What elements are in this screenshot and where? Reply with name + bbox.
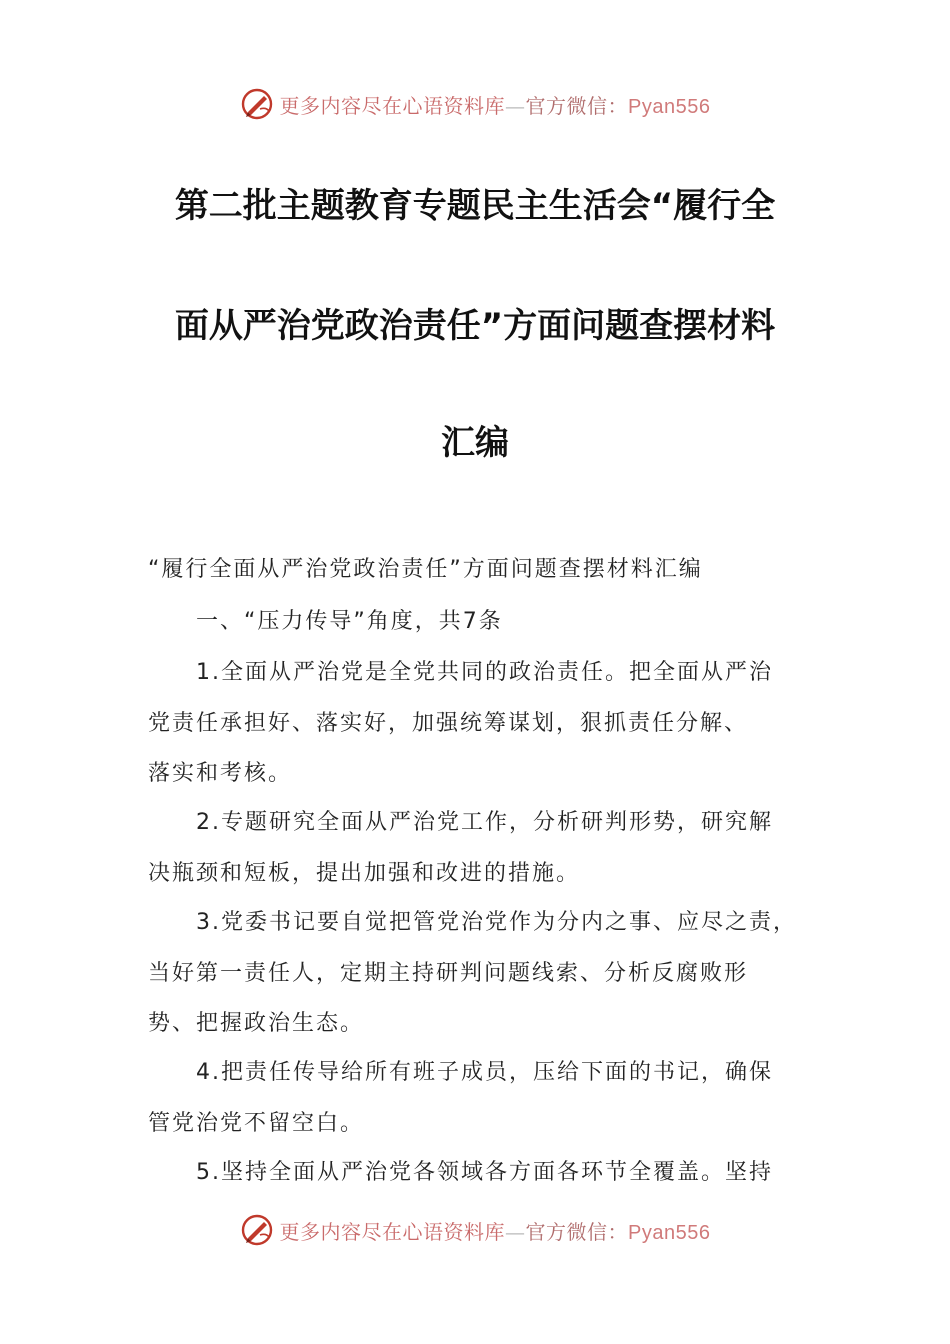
document-subtitle: “履行全面从严治党政治责任”方面问题查摆材料汇编 [148, 557, 703, 582]
document-title-line-2: 面从严治党政治责任”方面问题查摆材料 [174, 306, 776, 346]
paragraph-line: 势、把握政治生态。 [148, 1011, 365, 1036]
banner-wechat-label: 官方微信 [525, 1219, 608, 1244]
paragraph-line: 决瓶颈和短板，提出加强和改进的措施。 [148, 861, 581, 886]
document-title-line-3: 汇编 [441, 423, 509, 463]
paragraph-line: 1.全面从严治党是全党共同的政治责任。把全面从严治 [196, 660, 773, 685]
pen-logo-icon [240, 87, 274, 121]
document-title-line-1: 第二批主题教育专题民主生活会“履行全 [174, 186, 776, 226]
banner-text [280, 1216, 711, 1245]
banner-site-text: 更多内容尽在心语资料库 [279, 93, 506, 118]
banner-dash: — [505, 1219, 526, 1244]
banner-wechat-id: Pyan556 [628, 1221, 711, 1244]
header-banner [0, 84, 950, 124]
footer-banner [0, 1210, 950, 1250]
paragraph-line: 2.专题研究全面从严治党工作，分析研判形势，研究解 [196, 810, 773, 835]
banner-dash: — [505, 93, 526, 118]
banner-wechat-label: 官方微信 [525, 93, 608, 118]
banner-site-text: 更多内容尽在心语资料库 [279, 1219, 506, 1244]
paragraph-line: 4.把责任传导给所有班子成员，压给下面的书记，确保 [196, 1060, 773, 1085]
pen-logo-icon [240, 1213, 274, 1247]
paragraph-line: 当好第一责任人，定期主持研判问题线索、分析反腐败形 [148, 961, 749, 986]
banner-colon: ： [607, 93, 629, 118]
banner-wechat-id: Pyan556 [628, 95, 711, 118]
section-heading: 一、“压力传导”角度，共7条 [196, 609, 503, 634]
paragraph-line: 3.党委书记要自觉把管党治党作为分内之事、应尽之责， [196, 910, 797, 935]
banner-colon: ： [607, 1219, 629, 1244]
banner-text [280, 90, 711, 119]
paragraph-line: 管党治党不留空白。 [148, 1111, 365, 1136]
paragraph-line: 5.坚持全面从严治党各领域各方面各环节全覆盖。坚持 [196, 1160, 773, 1185]
paragraph-line: 落实和考核。 [148, 761, 293, 786]
paragraph-line: 党责任承担好、落实好，加强统筹谋划，狠抓责任分解、 [148, 711, 749, 736]
